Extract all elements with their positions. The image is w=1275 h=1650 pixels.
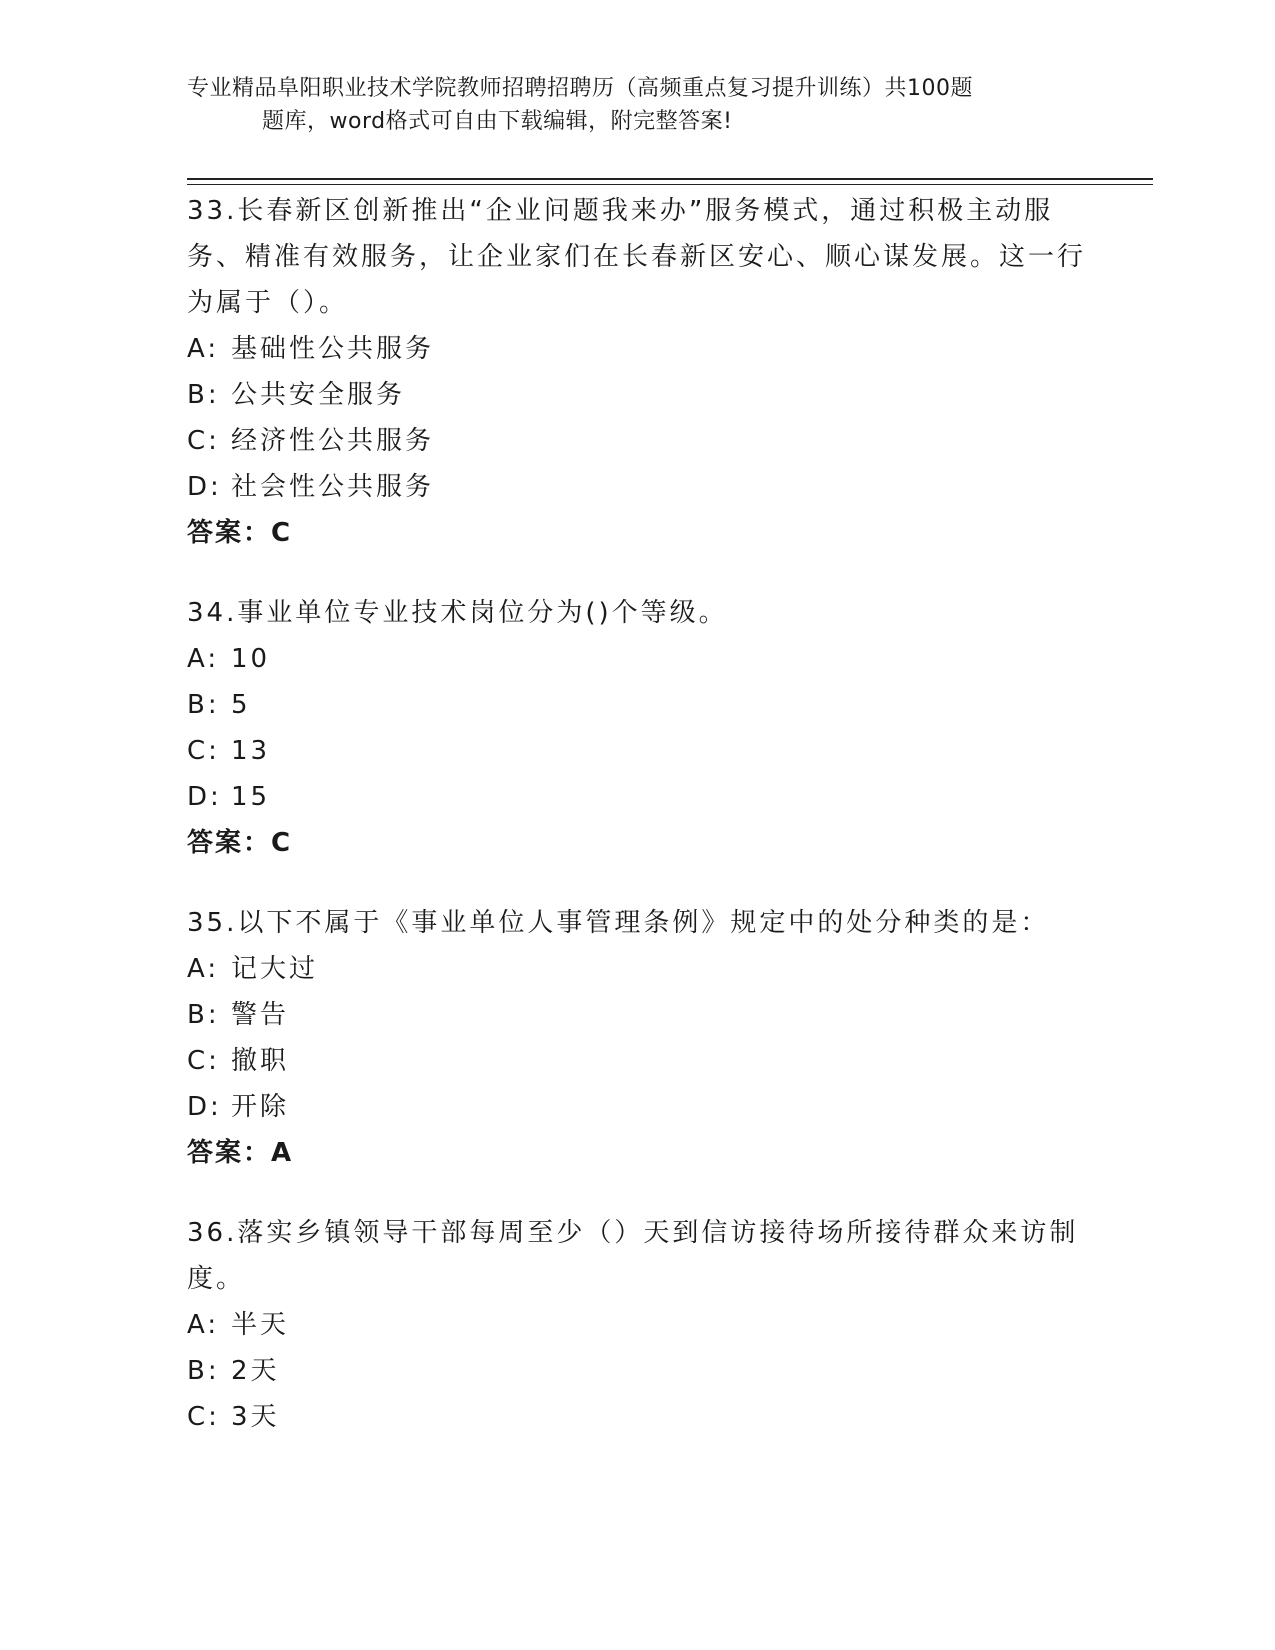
option-a xyxy=(187,946,1087,992)
option-text: 警告 xyxy=(231,1000,290,1030)
option-text: 5 xyxy=(231,690,251,720)
document-header xyxy=(187,72,1067,138)
option-text: 2天 xyxy=(231,1356,280,1386)
option-b xyxy=(187,372,1087,418)
option-d xyxy=(187,1084,1087,1130)
option-key: A: xyxy=(187,954,220,984)
option-key: A: xyxy=(187,334,220,364)
option-text: 3天 xyxy=(231,1402,280,1432)
option-a xyxy=(187,1302,1087,1348)
option-c xyxy=(187,1038,1087,1084)
question-text: 34.事业单位专业技术岗位分为()个等级。 xyxy=(187,598,728,628)
option-text: 开除 xyxy=(231,1092,290,1122)
option-key: B: xyxy=(187,380,220,410)
question-text: 35.以下不属于《事业单位人事管理条例》规定中的处分种类的是： xyxy=(187,908,1050,938)
option-text: 13 xyxy=(231,736,271,766)
option-key: A: xyxy=(187,1310,220,1340)
option-key: B: xyxy=(187,1356,220,1386)
option-text: 半天 xyxy=(231,1310,290,1340)
option-b xyxy=(187,682,1087,728)
answer-line: 答案：A xyxy=(187,1138,294,1168)
question-list xyxy=(187,188,1087,1474)
option-key: D: xyxy=(187,782,222,812)
option-key: B: xyxy=(187,690,220,720)
header-divider-thick xyxy=(187,178,1153,180)
option-key: D: xyxy=(187,472,222,502)
option-text: 撤职 xyxy=(231,1046,290,1076)
question-36 xyxy=(187,1210,1087,1440)
option-key: C: xyxy=(187,426,220,456)
question-35 xyxy=(187,900,1087,1176)
header-divider-thin xyxy=(187,184,1153,185)
answer-line: 答案：C xyxy=(187,828,293,858)
option-a xyxy=(187,636,1087,682)
question-text: 33.长春新区创新推出“企业问题我来办”服务模式，通过积极主动服务、精准有效服务，让企业家们在长春新区安心、顺心谋发展。这一行为属于（）。 xyxy=(187,196,1087,318)
document-title-line1: 专业精品阜阳职业技术学院教师招聘招聘历（高频重点复习提升训练）共100题 xyxy=(187,76,973,101)
option-text: 基础性公共服务 xyxy=(231,334,435,364)
option-key: B: xyxy=(187,1000,220,1030)
option-d xyxy=(187,464,1087,510)
option-a xyxy=(187,326,1087,372)
question-33 xyxy=(187,188,1087,556)
option-text: 10 xyxy=(231,644,271,674)
question-text: 36.落实乡镇领导干部每周至少（）天到信访接待场所接待群众来访制度。 xyxy=(187,1218,1079,1294)
option-b xyxy=(187,992,1087,1038)
option-key: C: xyxy=(187,1402,220,1432)
option-key: C: xyxy=(187,736,220,766)
option-text: 15 xyxy=(231,782,271,812)
question-34 xyxy=(187,590,1087,866)
option-text: 记大过 xyxy=(231,954,319,984)
option-d xyxy=(187,774,1087,820)
option-c xyxy=(187,1394,1087,1440)
option-key: D: xyxy=(187,1092,222,1122)
option-text: 经济性公共服务 xyxy=(231,426,435,456)
option-b xyxy=(187,1348,1087,1394)
option-key: A: xyxy=(187,644,220,674)
option-key: C: xyxy=(187,1046,220,1076)
answer-line: 答案：C xyxy=(187,518,293,548)
option-text: 公共安全服务 xyxy=(231,380,406,410)
document-title-line2: 题库，word格式可自由下载编辑，附完整答案! xyxy=(262,109,733,134)
option-c xyxy=(187,728,1087,774)
option-text: 社会性公共服务 xyxy=(231,472,435,502)
option-c xyxy=(187,418,1087,464)
